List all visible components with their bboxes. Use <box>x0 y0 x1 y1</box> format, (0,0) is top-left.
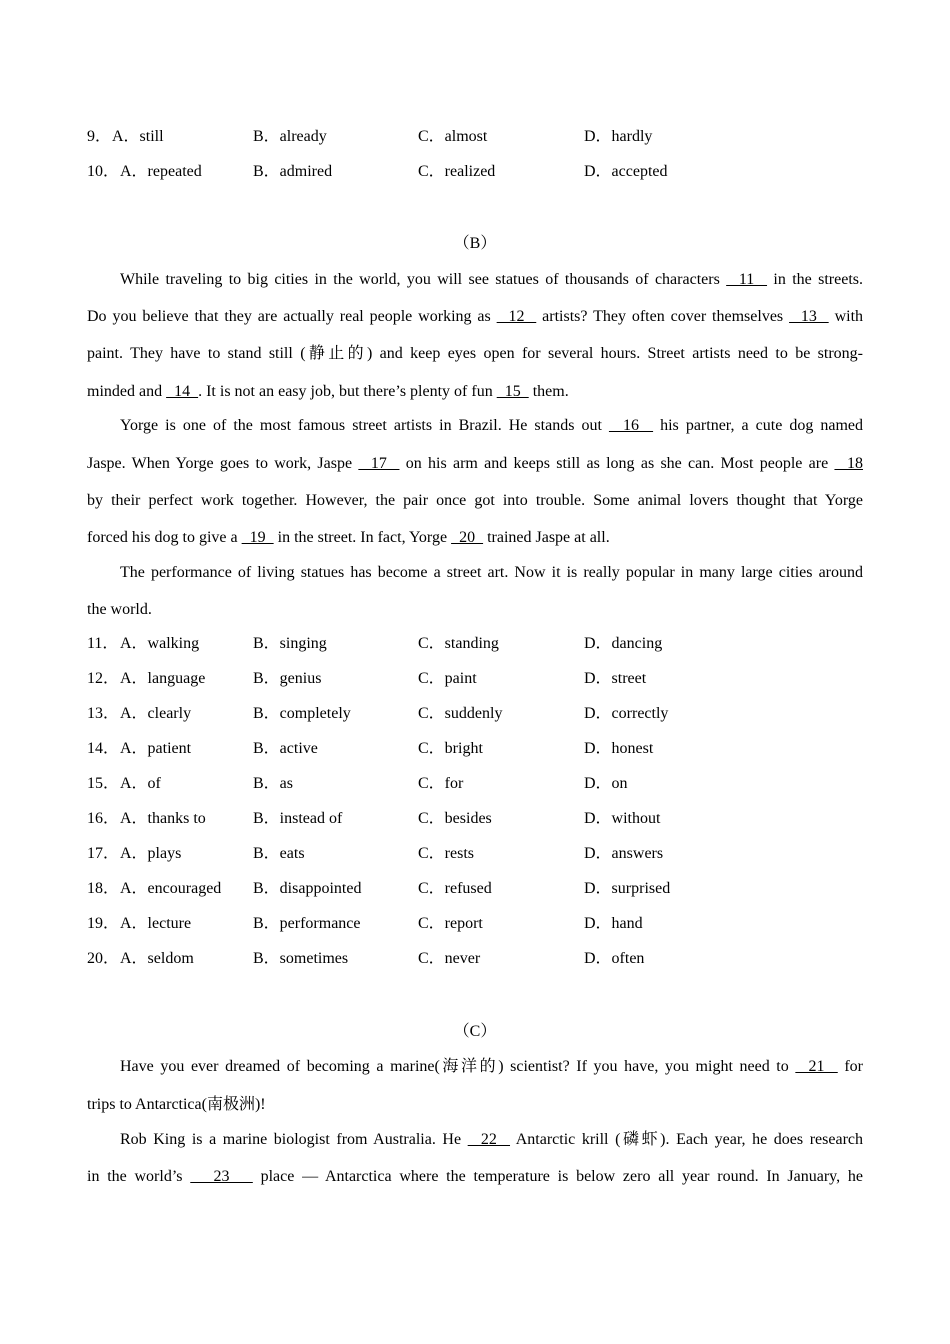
question-number: 20． <box>87 950 120 967</box>
text: Rob King is a marine biologist from Australia. He <box>120 1131 468 1148</box>
text: Do you believe that they are actually real people working as <box>87 308 497 325</box>
question-number: 19． <box>87 915 120 932</box>
question-number: 9． <box>87 128 112 145</box>
option-b: B．eats <box>253 845 305 862</box>
option-b: B．performance <box>253 915 361 932</box>
blank-21: 21 <box>795 1058 838 1075</box>
section-b-paragraph-1-line-3: paint. They have to stand still (静止的) and keep eyes open for several hours. Street artists need to be strong- <box>87 345 863 362</box>
text: on his arm and keeps still as long as she can. Most people are <box>399 455 835 472</box>
option-c: C．almost <box>418 128 488 145</box>
option-d: D．street <box>584 670 647 687</box>
text: in the street. In fact, Yorge <box>273 529 452 546</box>
question-number: 14． <box>87 740 120 757</box>
blank-19: 19 <box>241 529 274 546</box>
option-b: B．already <box>253 128 327 145</box>
text: minded and <box>87 383 167 400</box>
option-a: A．seldom <box>120 950 194 967</box>
section-b-paragraph-1-line-4 <box>87 373 863 410</box>
option-a: A．of <box>120 775 161 792</box>
text: Antarctic krill (磷虾). Each year, he does research <box>510 1131 863 1148</box>
option-a: A．patient <box>120 740 192 757</box>
text: place — Antarctica where the temperature is below zero all year round. In January, he <box>252 1168 863 1185</box>
text: with <box>828 308 864 325</box>
text: forced his dog to give a <box>87 529 242 546</box>
option-d: D．accepted <box>584 163 668 180</box>
section-b-paragraph-2-line-4 <box>87 519 863 556</box>
question-number: 11． <box>87 635 119 652</box>
option-b: B．as <box>253 775 294 792</box>
option-d: D．without <box>584 810 661 827</box>
section-c-paragraph-1-line-2: trips to Antarctica(南极洲)! <box>87 1096 266 1113</box>
option-d: D．correctly <box>584 705 669 722</box>
option-c: C．paint <box>418 670 477 687</box>
text: trained Jaspe at all. <box>483 529 610 546</box>
blank-22: 22 <box>467 1131 511 1148</box>
option-b: B．active <box>253 740 318 757</box>
option-a: A．walking <box>120 635 200 652</box>
option-a: A．repeated <box>120 163 202 180</box>
question-number: 10． <box>87 163 120 180</box>
blank-13: 13 <box>789 308 829 325</box>
text: them. <box>528 383 569 400</box>
blank-17: 17 <box>358 455 400 472</box>
option-a: A．lecture <box>120 915 192 932</box>
text: Jaspe. When Yorge goes to work, Jaspe <box>87 455 359 472</box>
section-b-title: （B） <box>453 235 497 252</box>
option-c: C．refused <box>418 880 492 897</box>
blank-20: 20 <box>451 529 484 546</box>
blank-23: 23 <box>190 1168 253 1185</box>
blank-14: 14 <box>166 383 199 400</box>
section-b-paragraph-3: The performance of living statues has become a street art. Now it is really popular in many large cities around <box>120 564 863 581</box>
option-a: A．still <box>112 128 164 145</box>
option-d: D．often <box>584 950 645 967</box>
section-b-paragraph-2 <box>87 407 863 444</box>
blank-15: 15 <box>496 383 529 400</box>
option-d: D．dancing <box>584 635 663 652</box>
option-d: D．on <box>584 775 628 792</box>
option-a: A．plays <box>120 845 182 862</box>
option-c: C．besides <box>418 810 492 827</box>
option-b: B．genius <box>253 670 322 687</box>
question-number: 16． <box>87 810 120 827</box>
option-c: C．never <box>418 950 481 967</box>
option-c: C．for <box>418 775 464 792</box>
option-a: A．clearly <box>120 705 192 722</box>
option-c: C．rests <box>418 845 475 862</box>
text: artists? They often cover themselves <box>536 308 790 325</box>
text: for <box>837 1058 864 1075</box>
section-c-title: （C） <box>453 1023 497 1040</box>
text: Have you ever dreamed of becoming a marine(海洋的) scientist? If you have, you might need to <box>120 1058 796 1075</box>
option-c: C．realized <box>418 163 496 180</box>
option-d: D．hardly <box>584 128 653 145</box>
text: his partner, a cute dog named <box>653 417 864 434</box>
section-b-paragraph-1 <box>87 261 863 298</box>
option-b: B．disappointed <box>253 880 362 897</box>
option-d: D．answers <box>584 845 664 862</box>
blank-16: 16 <box>608 417 654 434</box>
option-c: C．standing <box>418 635 499 652</box>
option-d: D．surprised <box>584 880 671 897</box>
option-a: A．thanks to <box>120 810 206 827</box>
section-b-paragraph-3-line-2: the world. <box>87 601 152 618</box>
option-d: D．honest <box>584 740 654 757</box>
section-c-paragraph-1 <box>87 1048 863 1085</box>
section-c-paragraph-2-line-2 <box>87 1158 863 1195</box>
blank-11: 11 <box>726 271 768 288</box>
option-b: B．completely <box>253 705 351 722</box>
section-b-paragraph-1-line-2 <box>87 298 863 335</box>
text: . It is not an easy job, but there’s plenty of fun <box>198 383 497 400</box>
question-number: 17． <box>87 845 120 862</box>
text: Yorge is one of the most famous street artists in Brazil. He stands out <box>120 417 609 434</box>
option-d: D．hand <box>584 915 643 932</box>
text: While traveling to big cities in the world, you will see statues of thousands of characters <box>120 271 727 288</box>
option-b: B．sometimes <box>253 950 349 967</box>
text: in the streets. <box>767 271 863 288</box>
option-c: C．bright <box>418 740 483 757</box>
question-number: 15． <box>87 775 120 792</box>
question-number: 18． <box>87 880 120 897</box>
option-a: A．language <box>120 670 206 687</box>
option-b: B．singing <box>253 635 327 652</box>
blank-12: 12 <box>496 308 537 325</box>
option-b: B．admired <box>253 163 333 180</box>
option-a: A．encouraged <box>120 880 222 897</box>
section-c-paragraph-2 <box>87 1121 863 1158</box>
question-number: 13． <box>87 705 120 722</box>
blank-18: 18 <box>834 455 864 472</box>
section-b-paragraph-2-line-2 <box>87 445 863 482</box>
option-c: C．suddenly <box>418 705 503 722</box>
question-number: 12． <box>87 670 120 687</box>
option-b: B．instead of <box>253 810 343 827</box>
section-b-paragraph-2-line-3: by their perfect work together. However, the pair once got into trouble. Some animal lovers thought that Yorge <box>87 492 863 509</box>
option-c: C．report <box>418 915 483 932</box>
text: in the world’s <box>87 1168 191 1185</box>
